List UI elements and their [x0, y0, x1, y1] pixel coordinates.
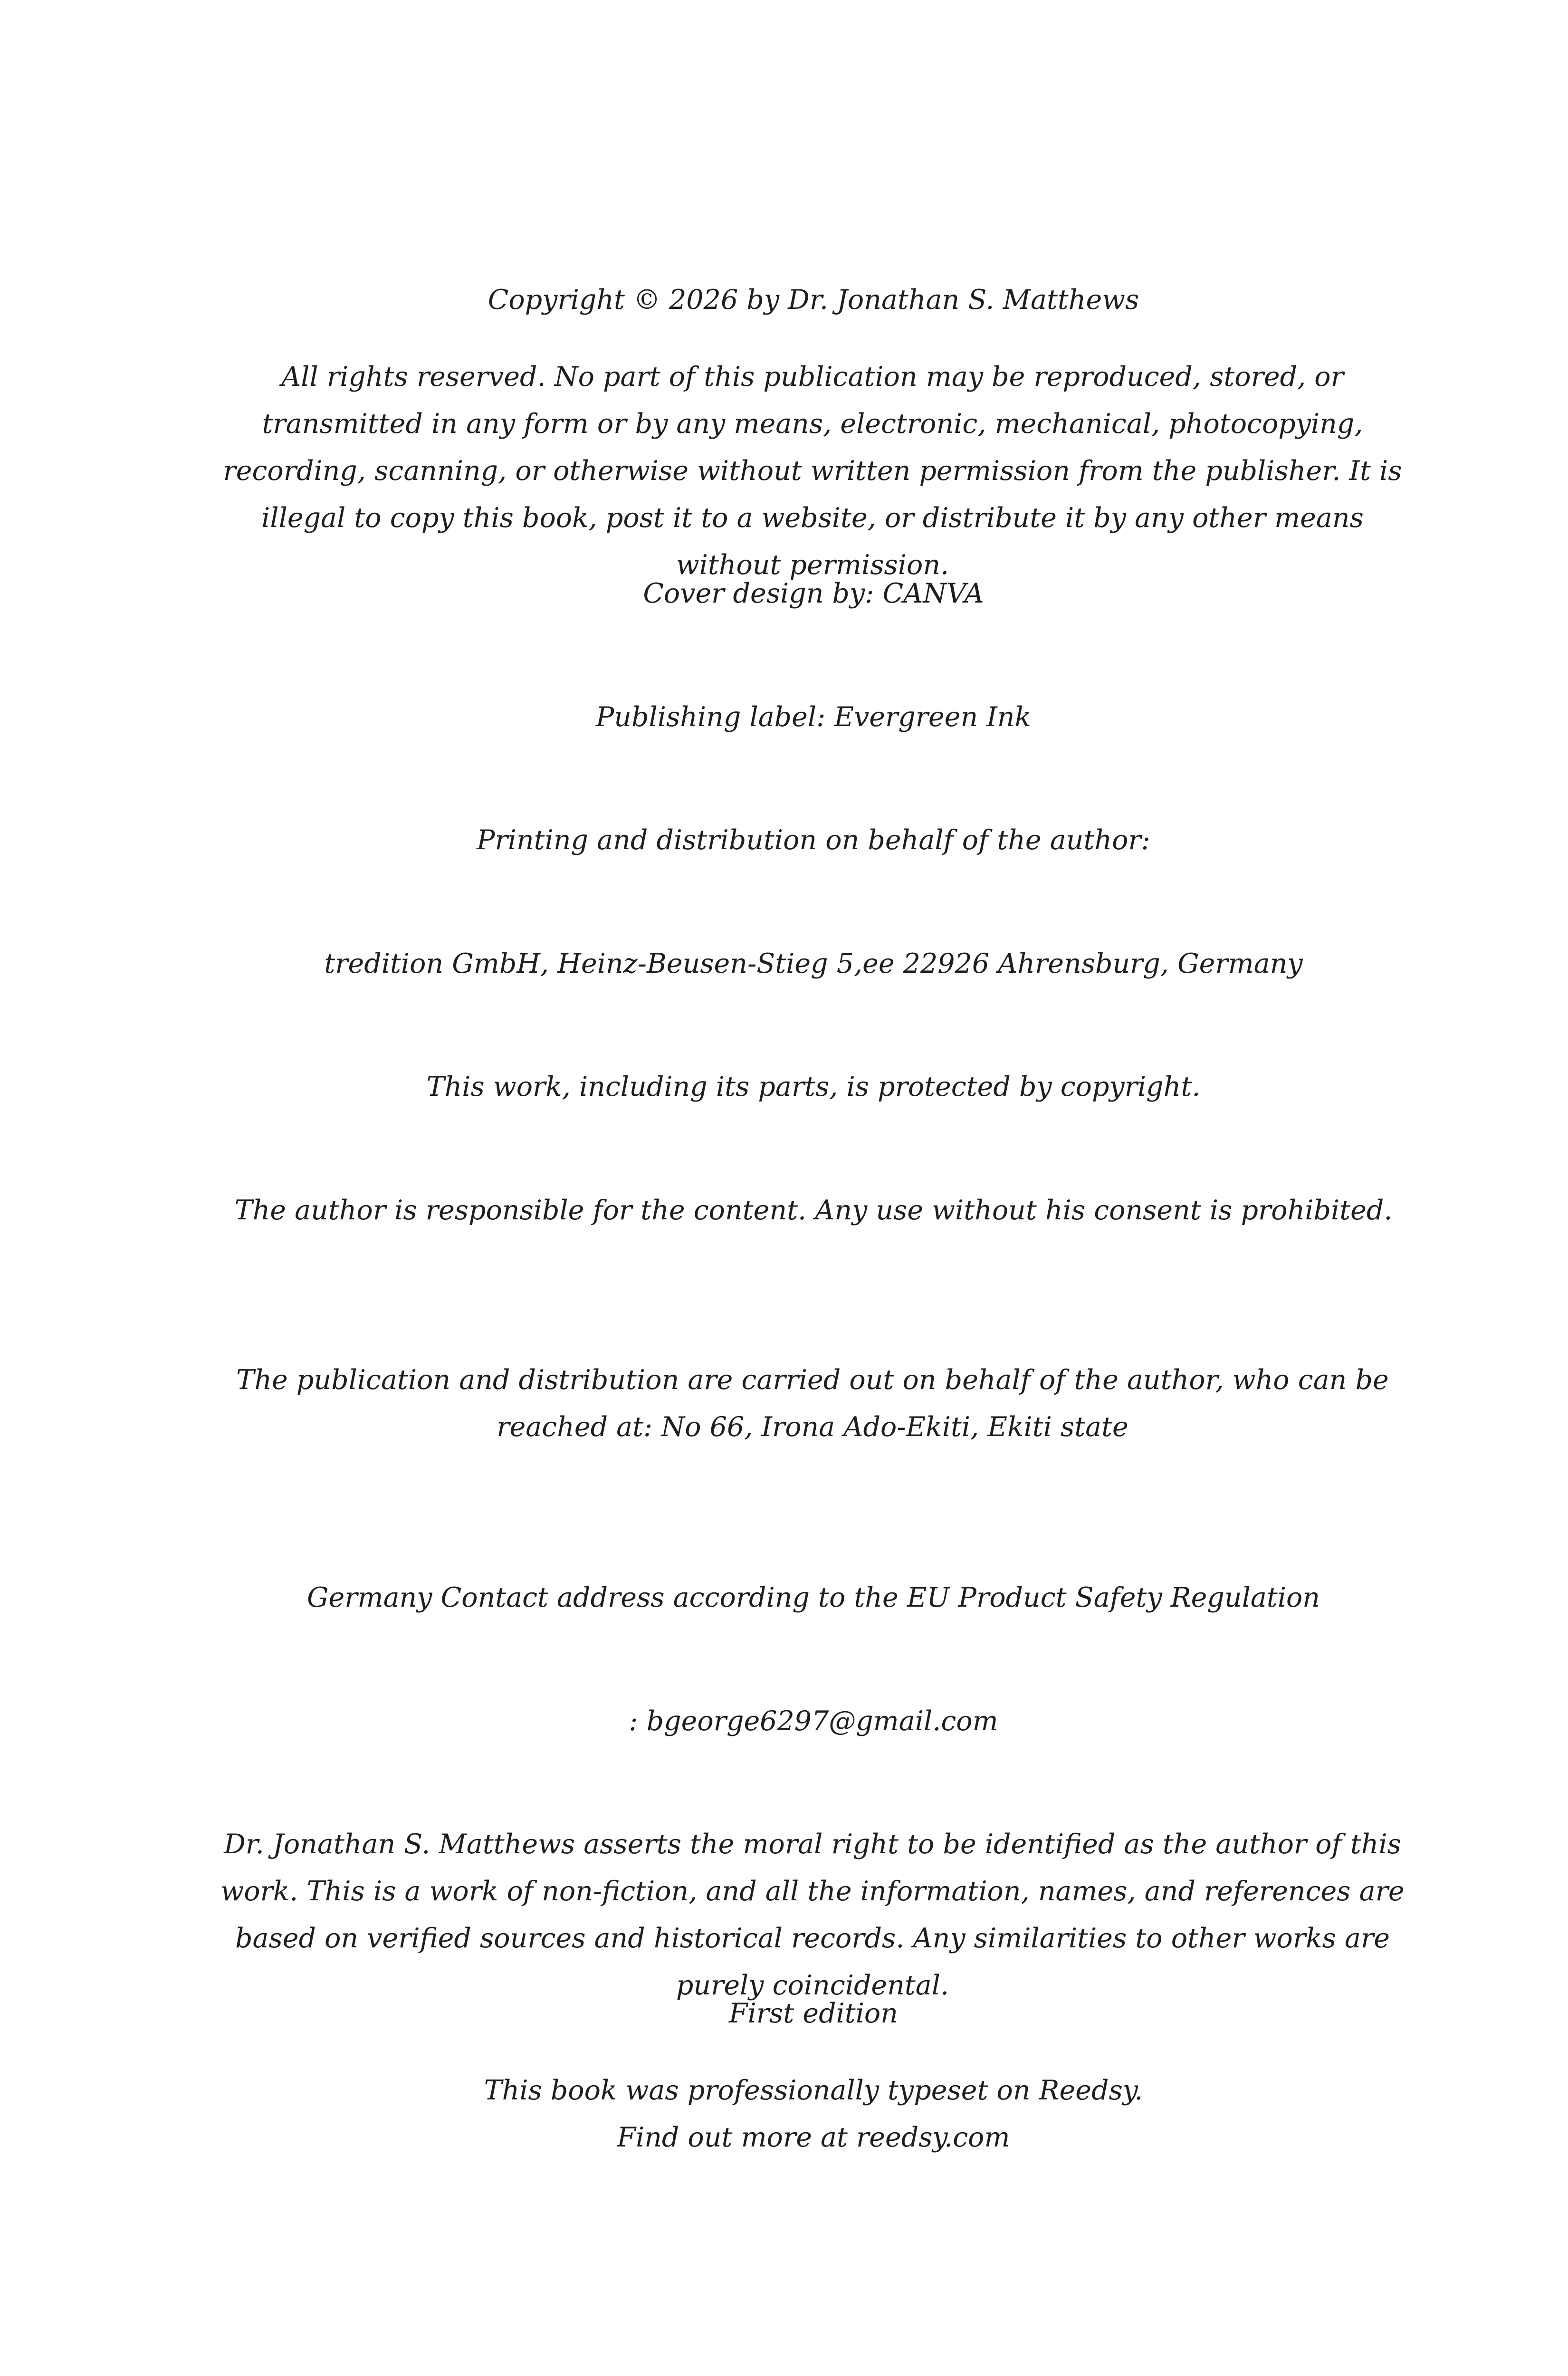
reedsy-link-line: Find out more at reedsy.com [617, 2122, 1010, 2153]
copyright-line: Copyright © 2026 by Dr. Jonathan S. Matthews [488, 284, 1139, 316]
contact-email: : bgeorge6297@gmail.com [629, 1705, 998, 1737]
typeset-credit-line: This book was professionally typeset on Reedsy. [484, 2075, 1143, 2106]
printer-address: tredition GmbH, Heinz-Beusen-Stieg 5,ee 22926 Ahrensburg, Germany [324, 948, 1303, 979]
author-responsibility-notice: The author is responsible for the content. Any use without his consent is prohibited. [234, 1195, 1393, 1226]
publishing-label: Publishing label: Evergreen Ink [595, 701, 1032, 733]
copyright-protection-notice: This work, including its parts, is protected by copyright. [426, 1071, 1201, 1102]
typeset-credit [220, 2067, 1407, 2161]
publication-contact-paragraph: The publication and distribution are carried out on behalf of the author, who can be reached at: No 66, Irona Ado-Ekiti, Ekiti state [236, 1364, 1389, 1443]
printing-distribution-note: Printing and distribution on behalf of the author: [477, 824, 1150, 856]
moral-rights-paragraph: Dr. Jonathan S. Matthews asserts the moral right to be identified as the author of this work. This is a work of non-fiction, and all the information, names, and references are based on verified sources and historical records. Any similarities to other works are purely coincidental. [220, 1829, 1405, 2001]
rights-reserved-paragraph: All rights reserved. No part of this publication may be reproduced, stored, or transmitted in any form or by any means, electronic, mechanical, photocopying, recording, scanning, or otherwise without written permission from the publisher. It is illegal to copy this book, post it to a website, or distribute it by any other means without permission. [223, 361, 1402, 581]
eu-contact-heading: Germany Contact address according to the EU Product Safety Regulation [307, 1582, 1320, 1613]
edition-statement: First edition [729, 1998, 898, 2029]
cover-design-credit: Cover design by: CANVA [643, 578, 984, 609]
